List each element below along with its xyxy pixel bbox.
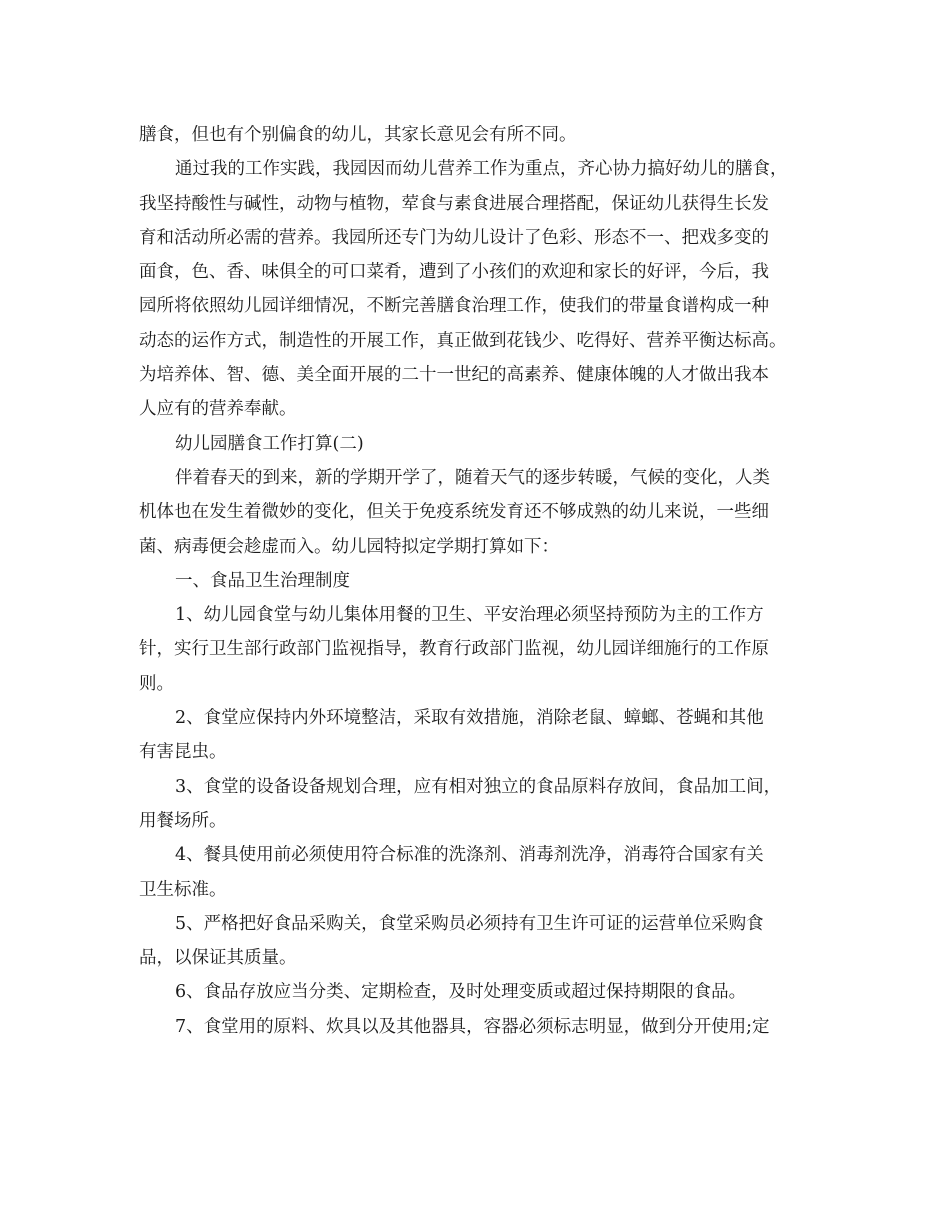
text-line: 7、食堂用的原料、炊具以及其他器具，容器必须标志明显，做到分开使用;定 [175,1016,770,1037]
text-line: 育和活动所必需的营养。我园所还专门为幼儿设计了色彩、形态不一、把戏多变的 [139,227,769,248]
text-line: 用餐场所。 [139,810,227,831]
text-line: 人应有的营养奉献。 [139,399,297,420]
text-line: 卫生标准。 [139,879,227,900]
text-line: 3、食堂的设备设备规划合理，应有相对独立的食品原料存放间，食品加工间， [175,776,782,797]
text-line: 品，以保证其质量。 [139,948,297,969]
text-line: 我坚持酸性与碱性，动物与植物，荤食与素食进展合理搭配，保证幼儿获得生长发 [139,193,769,214]
document-body [139,118,811,1044]
text-line: 伴着春天的到来，新的学期开学了，随着天气的逐步转暖，气候的变化，人类 [175,467,770,488]
text-line: 6、食品存放应当分类、定期检查，及时处理变质或超过保持期限的食品。 [175,982,747,1003]
text-line: 为培养体、智、德、美全面开展的二十一世纪的高素养、健康体魄的人才做出我本 [139,365,769,386]
text-line: 则。 [139,673,174,694]
text-line: 针，实行卫生部行政部门监视指导，教育行政部门监视，幼儿园详细施行的工作原 [139,639,769,660]
text-line: 面食，色、香、味俱全的可口菜肴，遭到了小孩们的欢迎和家长的好评，今后，我 [139,262,769,283]
text-line: 机体也在发生着微妙的变化，但关于免疫系统发育还不够成熟的幼儿来说，一些细 [139,502,769,523]
text-line: 1、幼儿园食堂与幼儿集体用餐的卫生、平安治理必须坚持预防为主的工作方 [175,605,764,626]
text-line: 园所将依照幼儿园详细情况，不断完善膳食治理工作，使我们的带量食谱构成一种 [139,296,769,317]
text-line: 一、食品卫生治理制度 [175,570,350,591]
text-line: 膳食，但也有个别偏食的幼儿，其家长意见会有所不同。 [139,125,577,145]
text-line: 菌、病毒便会趁虚而入。幼儿园特拟定学期打算如下： [139,536,559,557]
text-line: 有害昆虫。 [139,742,227,763]
text-line: 2、食堂应保持内外环境整洁，采取有效措施，消除老鼠、蟑螂、苍蝇和其他 [175,708,764,729]
text-line: 动态的运作方式，制造性的开展工作，真正做到花钱少、吃得好、营养平衡达标高。 [139,330,787,351]
text-line: 幼儿园膳食工作打算(二) [175,433,364,454]
text-line: 5、严格把好食品采购关，食堂采购员必须持有卫生许可证的运营单位采购食 [175,913,764,934]
text-line: 通过我的工作实践，我园因而幼儿营养工作为重点，齐心协力搞好幼儿的膳食， [175,159,788,180]
text-line: 4、餐具使用前必须使用符合标准的洗涤剂、消毒剂洗净，消毒符合国家有关 [175,845,764,866]
